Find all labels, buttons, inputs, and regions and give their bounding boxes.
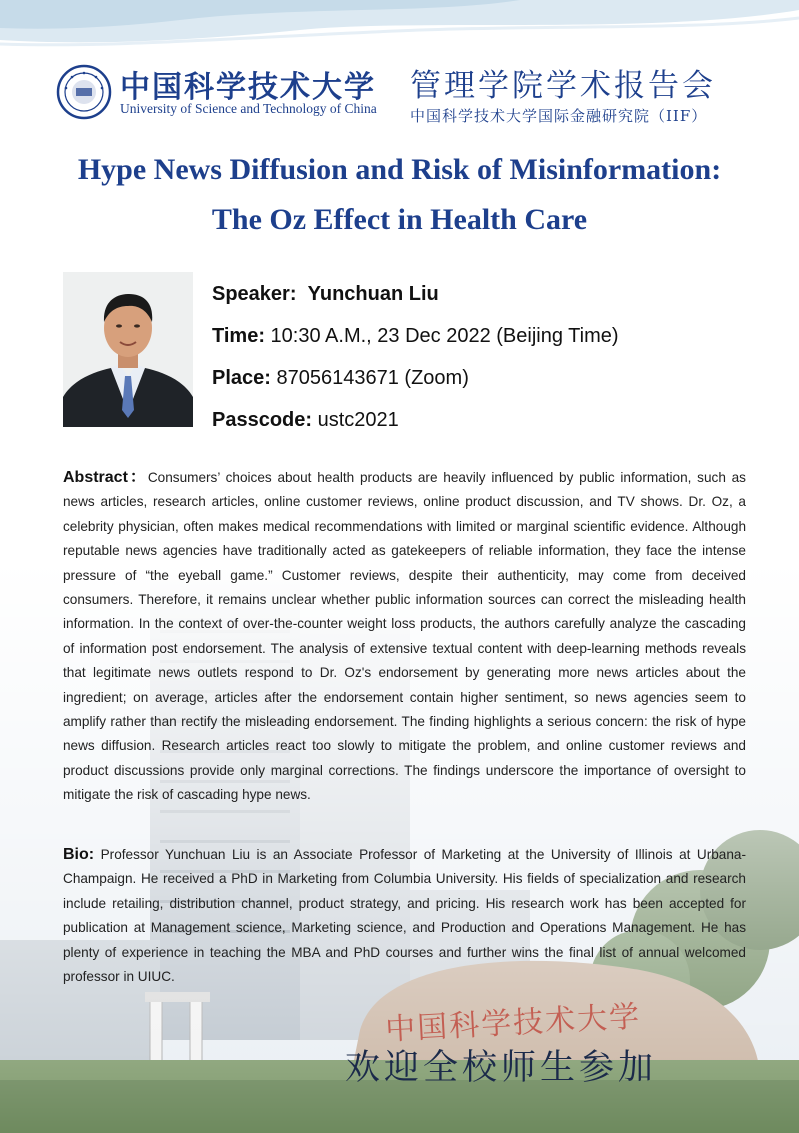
place-line [212,357,619,399]
passcode-value: ustc2021 [317,409,399,431]
report-title: 管理学院学术报告会 [410,68,716,104]
abstract-text: Consumers’ choices about health products are heavily influenced by public information, such as news articles, research articles, online customer reviews, online product discussion, and TV shows. Dr. Oz, a celebrity physician, often makes medical recommendations with limited or marginal scientific evidence. Although reputable news agencies have traditionally acted as gatekeepers of reliable information, they face the intense pressure of “the eyeball game.” Customer reviews, despite their authenticity, may come from deceived consumers. Therefore, it remains unclear whether public information sources can correct the misleading health information. In the context of over-the-counter weight loss products, the authors carefully analyze the cascading of information post endorsement. The analysis of extensive textual content with deep-learning methods reveals that legitimate news outlets respond to Dr. Oz's endorsement by generating more news articles about the ingredient; on average, articles after the endorsement contain higher sentiment, so news agencies seem to amplify rather than rectify the misleading endorsement. The finding highlights a serious concern: the risk of hype news diffusion. Research articles react too slowly to mitigate the problem, and online customer reviews and product discussions provide only marginal corrections. The findings underscore the importance of oversight to mitigate the risk of cascading hype news. [63,470,746,803]
time-line [212,315,619,357]
speaker-photo [63,272,193,427]
time-value: 10:30 A.M., 23 Dec 2022 (Beijing Time) [270,325,619,347]
time-label: Time: [212,325,265,347]
talk-info [212,273,619,441]
university-name-cn: 中国科学技术大学 [120,70,376,105]
speaker-line [212,273,619,315]
bio-text: Professor Yunchuan Liu is an Associate Professor of Marketing at the University of Illinois at Urbana-Champaign. He received a PhD in Marketing from Columbia University. His fields of specialization and research include retailing, distribution channel, product strategy, and pricing. His research work has been accepted for publication at Management science, Marketing science, and Production and Operations Management. He has plenty of experience in teaching the MBA and PhD courses and further wins the final list of annual welcomed professor in UIUC. [63,847,746,985]
report-subtitle: 中国科学技术大学国际金融研究院（IIF） [410,107,708,125]
passcode-line [212,399,619,441]
university-name-en: University of Science and Technology of China [120,101,377,116]
stone-inscription: 中国科学技术大学 [384,999,642,1048]
bio-label: Bio: [63,846,95,863]
welcome-text: 欢迎全校师生参加 [345,1048,658,1088]
top-decoration [0,0,799,60]
talk-title [0,145,799,245]
talk-title-line1: Hype News Diffusion and Risk of Misinformation: [77,153,722,186]
place-value: 87056143671 (Zoom) [276,367,469,389]
passcode-label: Passcode: [212,409,313,431]
abstract-label: Abstract： [63,469,148,486]
abstract [63,466,746,808]
speaker-label: Speaker: [212,283,297,305]
bio [63,843,746,989]
university-seal-icon [56,64,112,120]
place-label: Place: [212,367,271,389]
talk-title-line2: The Oz Effect in Health Care [211,203,588,236]
speaker-name: Yunchuan Liu [307,283,439,305]
